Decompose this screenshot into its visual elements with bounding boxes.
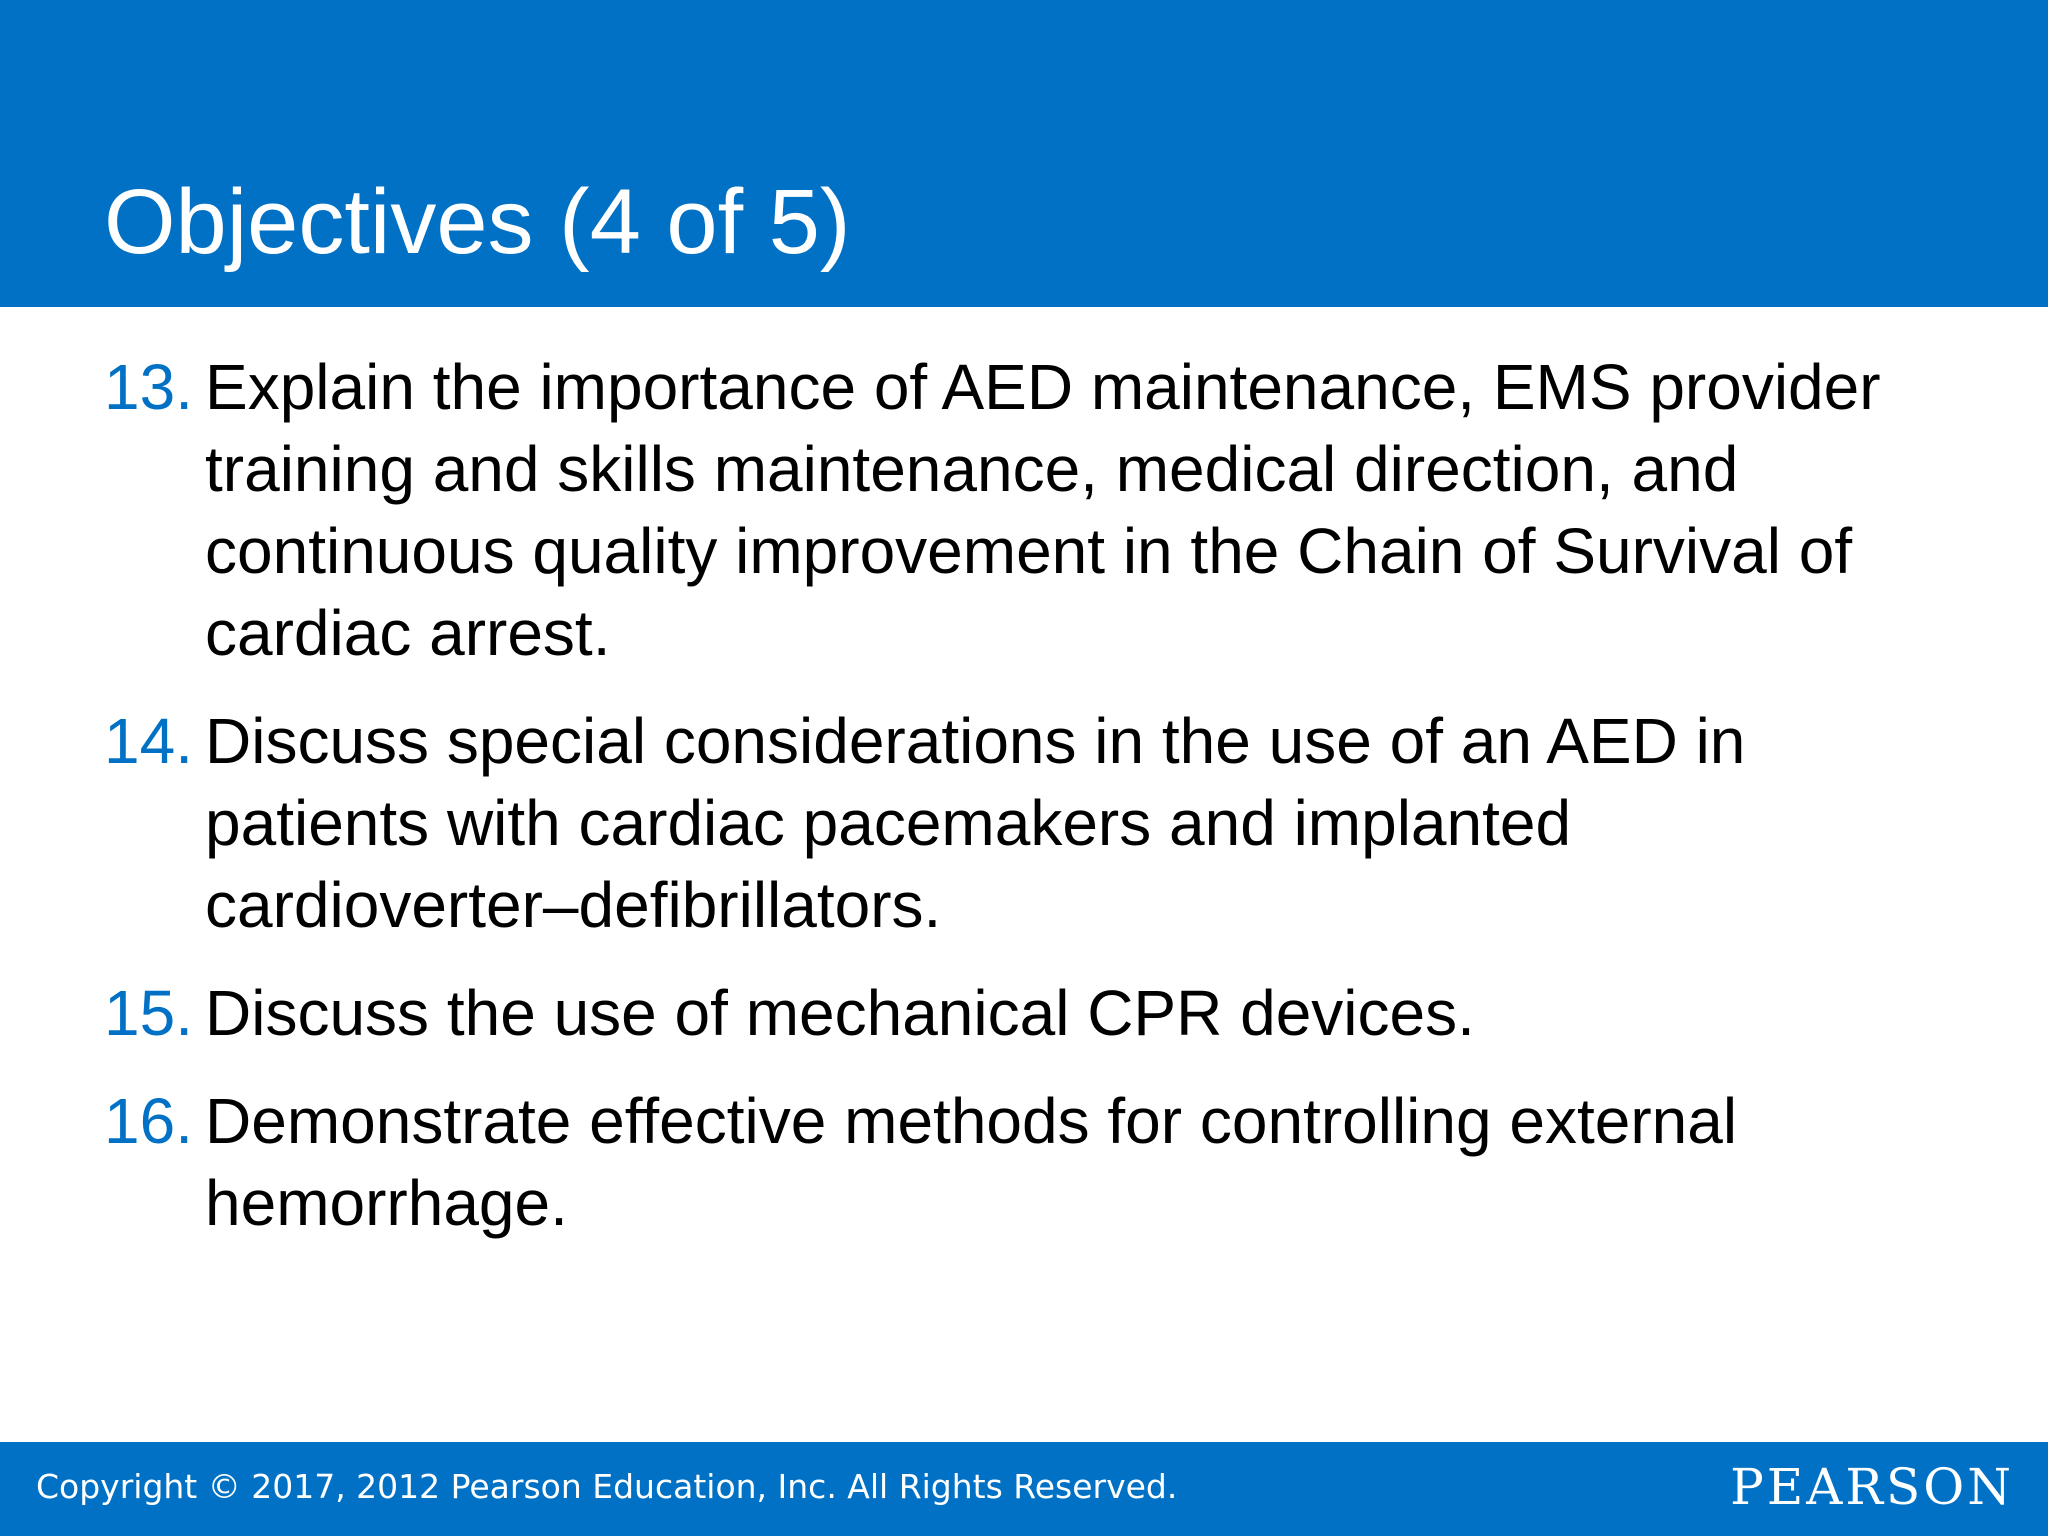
copyright-notice: Copyright © 2017, 2012 Pearson Education, Inc. All Rights Reserved. [36, 1467, 1178, 1506]
objective-text: Discuss the use of mechanical CPR devices. [205, 977, 1475, 1049]
objective-number: 15. [104, 977, 193, 1049]
objective-number: 16. [104, 1085, 193, 1157]
objective-number: 13. [104, 351, 193, 423]
objective-number: 14. [104, 705, 193, 777]
list-item [0, 700, 2048, 946]
pearson-logo: PEARSON [1730, 1458, 2014, 1516]
list-item [0, 972, 2048, 1054]
list-item [0, 1080, 2048, 1244]
objectives-list [0, 346, 2048, 1270]
objective-text: Demonstrate effective methods for controlling external hemorrhage. [205, 1085, 1738, 1239]
objective-text: Discuss special considerations in the use of an AED in patients with cardiac pacemakers and implanted cardioverter–defibrillators. [205, 705, 1746, 941]
list-item [0, 346, 2048, 674]
slide-title: Objectives (4 of 5) [104, 171, 851, 273]
objective-text: Explain the importance of AED maintenance, EMS provider training and skills maintenance, medical direction, and continuous quality improvement in the Chain of Survival of cardiac arrest. [205, 351, 1881, 669]
